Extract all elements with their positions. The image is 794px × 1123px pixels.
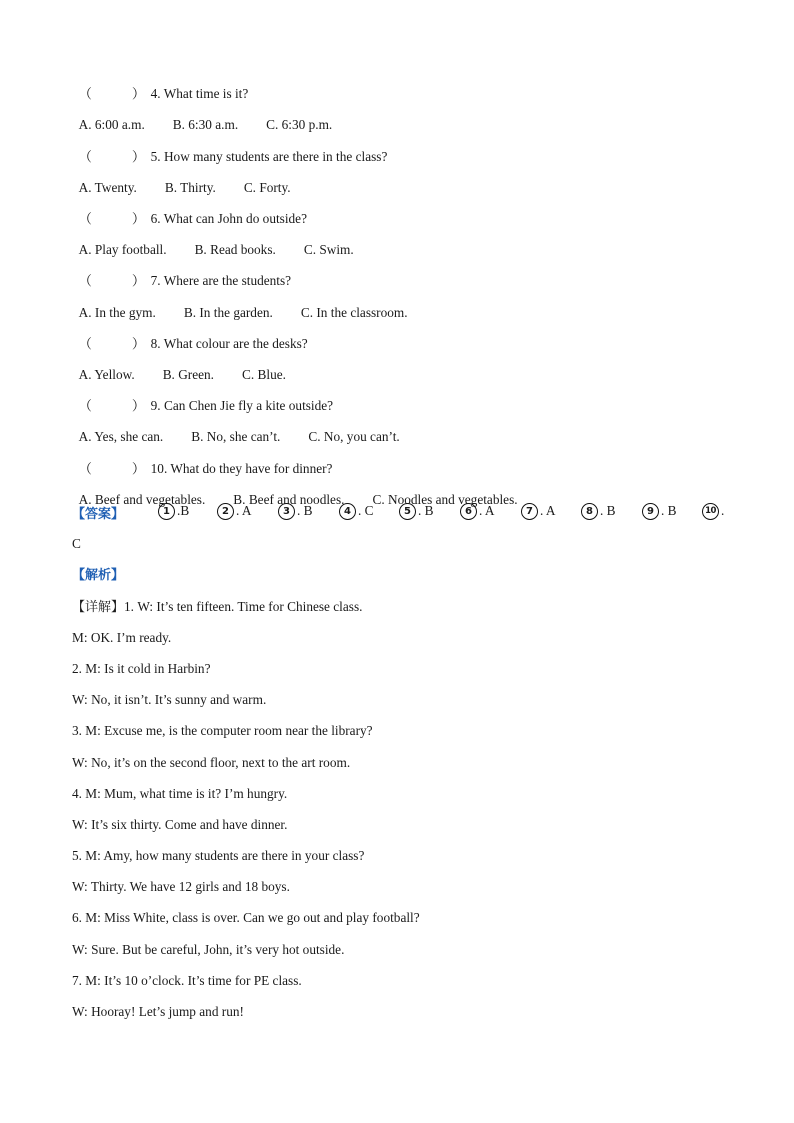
dialogue-line-1 — [72, 598, 362, 617]
answer-item — [217, 503, 252, 520]
circled-number: 8 — [581, 503, 598, 520]
option-a: A. Twenty. — [78, 180, 137, 195]
option-a: A. In the gym. — [78, 305, 156, 320]
option-a: A. 6:00 a.m. — [78, 117, 145, 132]
analysis-tag: 【解析】 — [72, 568, 125, 583]
dialogue-line: W: Sure. But be careful, John, it’s very hot outside. — [72, 942, 345, 957]
option-c: C. No, you can’t. — [308, 429, 400, 444]
question-text: 10. What do they have for dinner? — [150, 461, 333, 476]
dialogue-line: W: Thirty. We have 12 girls and 18 boys. — [72, 879, 290, 894]
question-text: 6. What can John do outside? — [150, 211, 307, 226]
answer-item — [339, 503, 374, 520]
circled-number: 6 — [460, 503, 477, 520]
answer-blank: （ ） — [78, 211, 146, 226]
question-text: 7. Where are the students? — [150, 273, 292, 288]
option-b: B. No, she can’t. — [191, 429, 281, 444]
option-b: B. Beef and noodles. — [233, 492, 345, 507]
answer-value: . — [721, 503, 725, 518]
answer-value: . A — [479, 503, 495, 518]
dialogue-line: 5. M: Amy, how many students are there in your class? — [72, 848, 365, 863]
option-a: A. Play football. — [78, 242, 167, 257]
question-4-options — [72, 98, 360, 134]
answer-blank: （ ） — [78, 336, 146, 351]
dialogue-line: 4. M: Mum, what time is it? I’m hungry. — [72, 786, 288, 801]
answer-item — [702, 503, 724, 520]
dialogue-line: 3. M: Excuse me, is the computer room near the library? — [72, 723, 373, 738]
answer-item — [460, 503, 495, 520]
answer-blank: （ ） — [78, 86, 146, 101]
option-c: C. In the classroom. — [300, 305, 408, 320]
answer-item — [642, 503, 677, 520]
question-text: 8. What colour are the desks? — [150, 336, 308, 351]
circled-number: 1 — [158, 503, 175, 520]
circled-number: 7 — [521, 503, 538, 520]
option-c: C. Blue. — [242, 367, 286, 382]
option-a: A. Yellow. — [78, 367, 135, 382]
circled-number: 9 — [642, 503, 659, 520]
answer-key — [72, 503, 732, 523]
answer-value: . B — [600, 503, 616, 518]
answer-item — [581, 503, 616, 520]
option-b: B. In the garden. — [183, 305, 273, 320]
answer-blank: （ ） — [78, 398, 146, 413]
option-a: A. Beef and vegetables. — [78, 492, 206, 507]
answer-item — [158, 503, 189, 520]
answer-value: . B — [661, 503, 677, 518]
answer-value: . A — [236, 503, 252, 518]
dialogue-line: 6. M: Miss White, class is over. Can we go out and play football? — [72, 910, 420, 925]
option-c: C. Forty. — [243, 180, 291, 195]
answer-blank: （ ） — [78, 149, 146, 164]
dialogue-line: W: No, it’s on the second floor, next to the art room. — [72, 755, 351, 770]
option-b: B. Green. — [162, 367, 215, 382]
circled-number: 4 — [339, 503, 356, 520]
circled-number: 3 — [278, 503, 295, 520]
dialogue-line: M: OK. I’m ready. — [72, 630, 172, 645]
answer-item — [521, 503, 556, 520]
circled-number: 10 — [702, 503, 719, 520]
question-text: 4. What time is it? — [150, 86, 249, 101]
question-9-options — [72, 410, 428, 446]
answer-item — [278, 503, 313, 520]
dialogue-line: 2. M: Is it cold in Harbin? — [72, 661, 211, 676]
option-c: C. Swim. — [303, 242, 354, 257]
answer-item — [399, 503, 434, 520]
option-b: B. 6:30 a.m. — [172, 117, 239, 132]
option-c: C. 6:30 p.m. — [266, 117, 333, 132]
dialogue-line: W: Hooray! Let’s jump and run! — [72, 1004, 244, 1019]
circled-number: 2 — [217, 503, 234, 520]
circled-number: 5 — [399, 503, 416, 520]
detail-tag: 【详解】 — [72, 600, 125, 615]
question-7 — [72, 254, 291, 290]
option-c: C. Noodles and vegetables. — [372, 492, 518, 507]
option-b: B. Thirty. — [164, 180, 216, 195]
dialogue-text: 1. W: It’s ten fifteen. Time for Chinese class. — [124, 599, 363, 614]
answer-value: . B — [418, 503, 434, 518]
answer-value: .B — [177, 503, 190, 518]
answer-tag: 【答案】 — [72, 507, 125, 522]
dialogue-line: W: It’s six thirty. Come and have dinner. — [72, 817, 288, 832]
answer-value: . C — [358, 503, 374, 518]
dialogue-line: 7. M: It’s 10 o’clock. It’s time for PE class. — [72, 973, 302, 988]
dialogue-line: W: No, it isn’t. It’s sunny and warm. — [72, 692, 267, 707]
answer-value: . A — [540, 503, 556, 518]
answer-blank: （ ） — [78, 461, 146, 476]
answer-blank: （ ） — [78, 273, 146, 288]
option-b: B. Read books. — [194, 242, 276, 257]
question-text: 9. Can Chen Jie fly a kite outside? — [150, 398, 334, 413]
answer-value: . B — [297, 503, 313, 518]
answer-last: C — [72, 536, 81, 551]
option-a: A. Yes, she can. — [78, 429, 164, 444]
question-text: 5. How many students are there in the class? — [150, 149, 388, 164]
